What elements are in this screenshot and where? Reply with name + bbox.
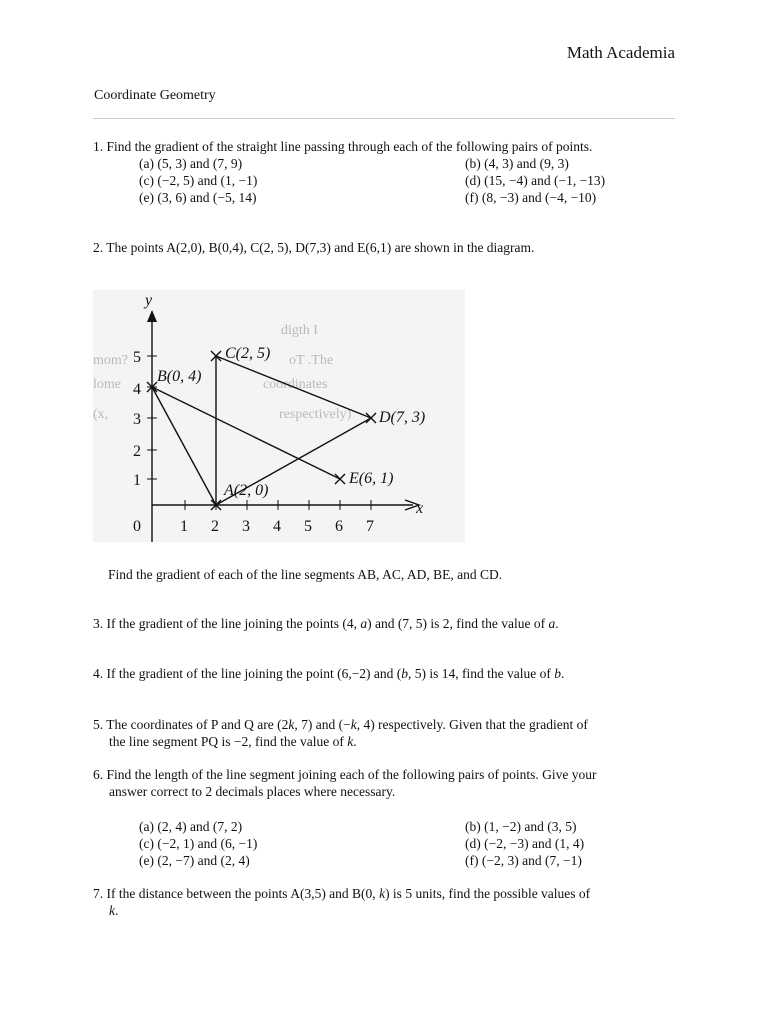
question-2: 2. The points A(2,0), B(0,4), C(2, 5), D(7,3) and E(6,1) are shown in the diagram. [93, 240, 535, 255]
header-divider [93, 118, 675, 119]
point-d-label: D(7, 3) [379, 409, 426, 426]
option-row [139, 852, 659, 869]
q5-text: , 4) respectively. Given that the gradient of [356, 717, 588, 732]
bleed-through-text: lome [93, 377, 121, 392]
y-tick-label: 2 [133, 443, 141, 460]
x-axis-label: x [416, 500, 424, 517]
q5-variable: k [288, 717, 295, 732]
q5-variable: k [347, 734, 354, 749]
option-row [139, 189, 659, 206]
option-row [139, 818, 659, 835]
q5-text: , 7) and (− [294, 717, 351, 732]
question-5 [93, 716, 588, 750]
question-7 [93, 885, 590, 919]
y-tick-label: 5 [133, 349, 141, 366]
q5-variable: k [350, 717, 357, 732]
option-row [139, 172, 659, 189]
brand-title: Math Academia [566, 43, 675, 62]
q4-text-end: . [561, 666, 565, 681]
q4-text-start: 4. If the gradient of the line joining the point (6,−2) and ( [93, 666, 402, 681]
option-a: (a) (2, 4) and (7, 2) [139, 819, 243, 834]
question-6 [93, 766, 597, 800]
bleed-through-text: coordinates [263, 377, 328, 392]
x-tick-label: 3 [242, 518, 250, 535]
q7-line-1 [93, 885, 590, 902]
option-row [139, 155, 659, 172]
segment-be [152, 387, 340, 479]
y-tick-label: 3 [133, 411, 141, 428]
coordinate-diagram [93, 290, 465, 542]
q5-line-1 [93, 716, 588, 733]
point-e-marker [335, 474, 345, 484]
option-e: (e) (3, 6) and (−5, 14) [139, 190, 257, 205]
question-4 [93, 665, 564, 682]
segment-ab [152, 387, 216, 505]
q5-text: . [353, 734, 357, 749]
option-d: (d) (15, −4) and (−1, −13) [465, 173, 606, 188]
bleed-through-text: digth I [281, 323, 318, 338]
option-b: (b) (1, −2) and (3, 5) [465, 819, 577, 834]
q5-text: the line segment PQ is −2, find the value of [109, 734, 348, 749]
q4-variable: b [554, 666, 562, 681]
option-a: (a) (5, 3) and (7, 9) [139, 156, 243, 171]
q7-variable: k [109, 903, 115, 918]
bleed-through-text: mom? [93, 353, 128, 368]
y-axis-arrow [147, 310, 157, 322]
x-tick-label: 7 [366, 518, 374, 535]
point-e-label: E(6, 1) [349, 470, 394, 487]
y-axis-label: y [145, 292, 153, 309]
q5-line-2 [93, 733, 588, 750]
option-f: (f) (8, −3) and (−4, −10) [465, 190, 597, 205]
worksheet-subject: Coordinate Geometry [94, 88, 216, 103]
question-3 [93, 615, 559, 632]
x-tick-label: 5 [304, 518, 312, 535]
option-row [139, 835, 659, 852]
q6-line-2: answer correct to 2 decimals places where necessary. [109, 784, 396, 799]
y-tick-label: 4 [133, 381, 141, 398]
x-tick-label: 4 [273, 518, 281, 535]
option-b: (b) (4, 3) and (9, 3) [465, 156, 569, 171]
question-1-options [139, 155, 659, 206]
bleed-through-text: oT .The [289, 353, 334, 368]
option-e: (e) (2, −7) and (2, 4) [139, 853, 250, 868]
point-c-label: C(2, 5) [225, 345, 271, 362]
q6-line-1: 6. Find the length of the line segment joining each of the following pairs of points. Give your [93, 767, 597, 782]
y-tick-label: 1 [133, 472, 141, 489]
option-f: (f) (−2, 3) and (7, −1) [465, 853, 582, 868]
q7-variable: k [379, 886, 386, 901]
q3-text-middle: ) and (7, 5) is 2, find the value of [367, 616, 549, 631]
q3-text-start: 3. If the gradient of the line joining the points (4, [93, 616, 361, 631]
q3-variable: a [360, 616, 368, 631]
option-d: (d) (−2, −3) and (1, 4) [465, 836, 585, 851]
point-a-label: A(2, 0) [224, 482, 269, 499]
q7-text: . [115, 903, 119, 918]
q3-variable: a [548, 616, 556, 631]
point-d-marker [366, 413, 376, 423]
x-tick-label: 1 [180, 518, 188, 535]
question-2-task: Find the gradient of each of the line segments AB, AC, AD, BE, and CD. [108, 567, 503, 582]
q4-variable: b [401, 666, 409, 681]
bleed-through-text: (x, [93, 407, 109, 422]
x-tick-label: 6 [335, 518, 343, 535]
option-c: (c) (−2, 5) and (1, −1) [139, 173, 258, 188]
q7-text: 7. If the distance between the points A(3,5) and B(0, [93, 886, 380, 901]
q4-text-middle: , 5) is 14, find the value of [408, 666, 555, 681]
origin-label: 0 [133, 518, 141, 535]
q7-text: ) is 5 units, find the possible values of [385, 886, 591, 901]
point-b-label: B(0, 4) [157, 368, 202, 385]
option-c: (c) (−2, 1) and (6, −1) [139, 836, 258, 851]
q7-line-2 [93, 902, 590, 919]
x-tick-label: 2 [211, 518, 219, 535]
question-6-options [139, 818, 659, 869]
q5-text: 5. The coordinates of P and Q are (2 [93, 717, 289, 732]
question-1: 1. Find the gradient of the straight line passing through each of the following pairs of points. [93, 139, 593, 154]
diagram-svg [93, 290, 465, 542]
bleed-through-text: respectively) [279, 407, 352, 422]
q3-text-end: . [555, 616, 559, 631]
